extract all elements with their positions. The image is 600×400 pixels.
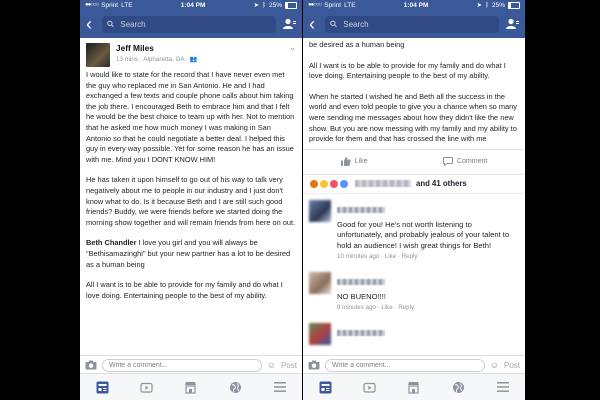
location-icon: ➤ (253, 2, 260, 9)
battery-level: 25% (268, 1, 282, 9)
comment-item (303, 266, 525, 317)
love-reaction-icon (329, 179, 339, 189)
redacted-commenter-name (337, 330, 385, 336)
chevron-down-icon[interactable]: ⌄ (289, 43, 296, 52)
comment-meta[interactable]: 9 minutes ago · Like · Reply (337, 304, 415, 312)
wow-reaction-icon (319, 179, 329, 189)
author-name[interactable]: Jeff Miles (116, 43, 154, 53)
network: LTE (121, 1, 133, 9)
comment-input[interactable] (102, 359, 262, 372)
friends-audience-icon: 👥 (189, 56, 198, 63)
like-reaction-icon (339, 179, 349, 189)
network: LTE (344, 1, 356, 9)
commenter-avatar[interactable] (309, 200, 331, 222)
news-feed-icon[interactable] (316, 378, 334, 396)
search-box[interactable] (102, 16, 276, 33)
post-body (80, 70, 302, 301)
post-paragraph: be desired as a human being (309, 40, 405, 49)
camera-icon[interactable] (308, 360, 320, 370)
emoji-icon[interactable]: ☺ (266, 360, 276, 370)
clock: 1:04 PM (403, 1, 429, 9)
globe-icon[interactable] (226, 378, 244, 396)
bluetooth-icon: ᛒ (262, 1, 266, 9)
marketplace-icon[interactable] (405, 378, 423, 396)
angry-reaction-icon (309, 179, 319, 189)
post-paragraph: He has taken it upon himself to go out of his way to talk very negatively about me to people in our industry and I just don't know what to do. Is it because Beth and I are still such good friends? Buddy, we were friends before we started doing the morning show together and will remain friends from here on out. (86, 175, 296, 227)
back-icon[interactable]: ‹ (309, 14, 315, 34)
commenter-avatar[interactable] (309, 272, 331, 294)
marketplace-icon[interactable] (182, 378, 200, 396)
battery-icon (285, 2, 297, 9)
post-button[interactable]: Post (503, 360, 520, 370)
comment-icon (443, 157, 453, 166)
status-bar: ●●○○○ Sprint LTE 1:04 PM ➤ ᛒ 25% (80, 0, 302, 10)
clock: 1:04 PM (180, 1, 206, 9)
post-button[interactable]: Post (280, 360, 297, 370)
commenter-avatar[interactable] (309, 323, 331, 345)
redacted-name (355, 180, 411, 187)
video-icon[interactable] (361, 378, 379, 396)
emoji-icon[interactable]: ☺ (489, 360, 499, 370)
post-paragraph: I would like to state for the record that I have never even met the guy who replaced me in San Antonio. He and I had exchanged a few texts and couple phone calls about him taking the job there. I encouraged Beth to embrace him and that I felt he would be the best choice to team up with her. Not to mention that he asked me how much money I was making in San Antonio so that he could negotiate a better deal. I helped this guy in every way possible. Yet for some reason he has an issue with me. Mind you I DONT KNOW HIM! (86, 70, 295, 164)
status-bar: ●●○○○ Sprint LTE 1:04 PM ➤ ᛒ 25% (303, 0, 525, 10)
battery-icon (508, 2, 520, 9)
post-paragraph: All I want is to be able to provide for my family and do what I love doing. Entertaining people to the best of my ability. (86, 280, 283, 300)
nav-bar (303, 10, 525, 38)
post-meta: 13 mins · Alpharetta, GA · (116, 56, 189, 63)
reactions-summary[interactable] (303, 175, 525, 193)
comment-text: NO BUENO!!!! (337, 291, 386, 301)
post-paragraph: Beth Chandler I love you girl and you will always be "Bethisamazinghi" but your new partner has a lot to be desired as a human being (86, 238, 291, 269)
search-icon (330, 20, 337, 28)
search-icon (107, 20, 114, 28)
search-box[interactable] (325, 16, 499, 33)
comment-text: Good for you! He's not worth listening to unfortunately, and probably jealous of your talent to hold an audience! I wish great things for Beth! (337, 219, 510, 250)
comment-composer (303, 355, 525, 374)
comment-input[interactable] (325, 359, 485, 372)
tab-bar (303, 373, 525, 400)
menu-icon[interactable] (271, 378, 289, 396)
nav-bar (80, 10, 302, 38)
like-button[interactable]: Like (341, 157, 368, 166)
comment-item-partial (303, 317, 525, 351)
search-input[interactable] (118, 19, 271, 30)
author-avatar[interactable] (86, 43, 110, 67)
post-actions (303, 149, 525, 175)
post-scroll-area[interactable] (303, 38, 525, 355)
tab-bar (80, 373, 302, 400)
battery-level: 25% (491, 1, 505, 9)
phone-screen-right (303, 0, 525, 400)
friends-icon[interactable] (282, 17, 296, 31)
reaction-count: and 41 others (416, 179, 467, 189)
comment-item (303, 193, 525, 266)
carrier: Sprint (101, 1, 119, 9)
post-scroll-area[interactable] (80, 38, 302, 355)
back-icon[interactable]: ‹ (86, 14, 92, 34)
post-paragraph: All I want is to be able to provide for my family and do what I love doing. Entertaining people to the best of my ability. (309, 60, 506, 81)
like-icon (341, 157, 351, 166)
carrier: Sprint (324, 1, 342, 9)
search-input[interactable] (341, 19, 494, 30)
redacted-commenter-name (337, 207, 385, 213)
post-header (80, 38, 302, 70)
comment-meta[interactable]: 10 minutes ago · Like · Reply (337, 252, 418, 260)
phone-screen-left (80, 0, 302, 400)
redacted-commenter-name (337, 279, 385, 285)
tagged-name[interactable]: Beth Chandler (86, 238, 137, 248)
comment-composer (80, 355, 302, 374)
camera-icon[interactable] (85, 360, 97, 370)
bluetooth-icon: ᛒ (485, 1, 489, 9)
menu-icon[interactable] (494, 378, 512, 396)
video-icon[interactable] (138, 378, 156, 396)
post-body (303, 38, 525, 145)
post-paragraph: When he started I wished he and Beth all the success in the world and even told people to give you a chance when so many were sending me messages about how they didn't like the new show. But you are now messing with my family and my ability to provide for them and that has crossed the line with me (309, 91, 517, 144)
friends-icon[interactable] (505, 17, 519, 31)
location-icon: ➤ (476, 2, 483, 9)
news-feed-icon[interactable] (93, 378, 111, 396)
comment-button[interactable]: Comment (443, 157, 487, 166)
globe-icon[interactable] (449, 378, 467, 396)
